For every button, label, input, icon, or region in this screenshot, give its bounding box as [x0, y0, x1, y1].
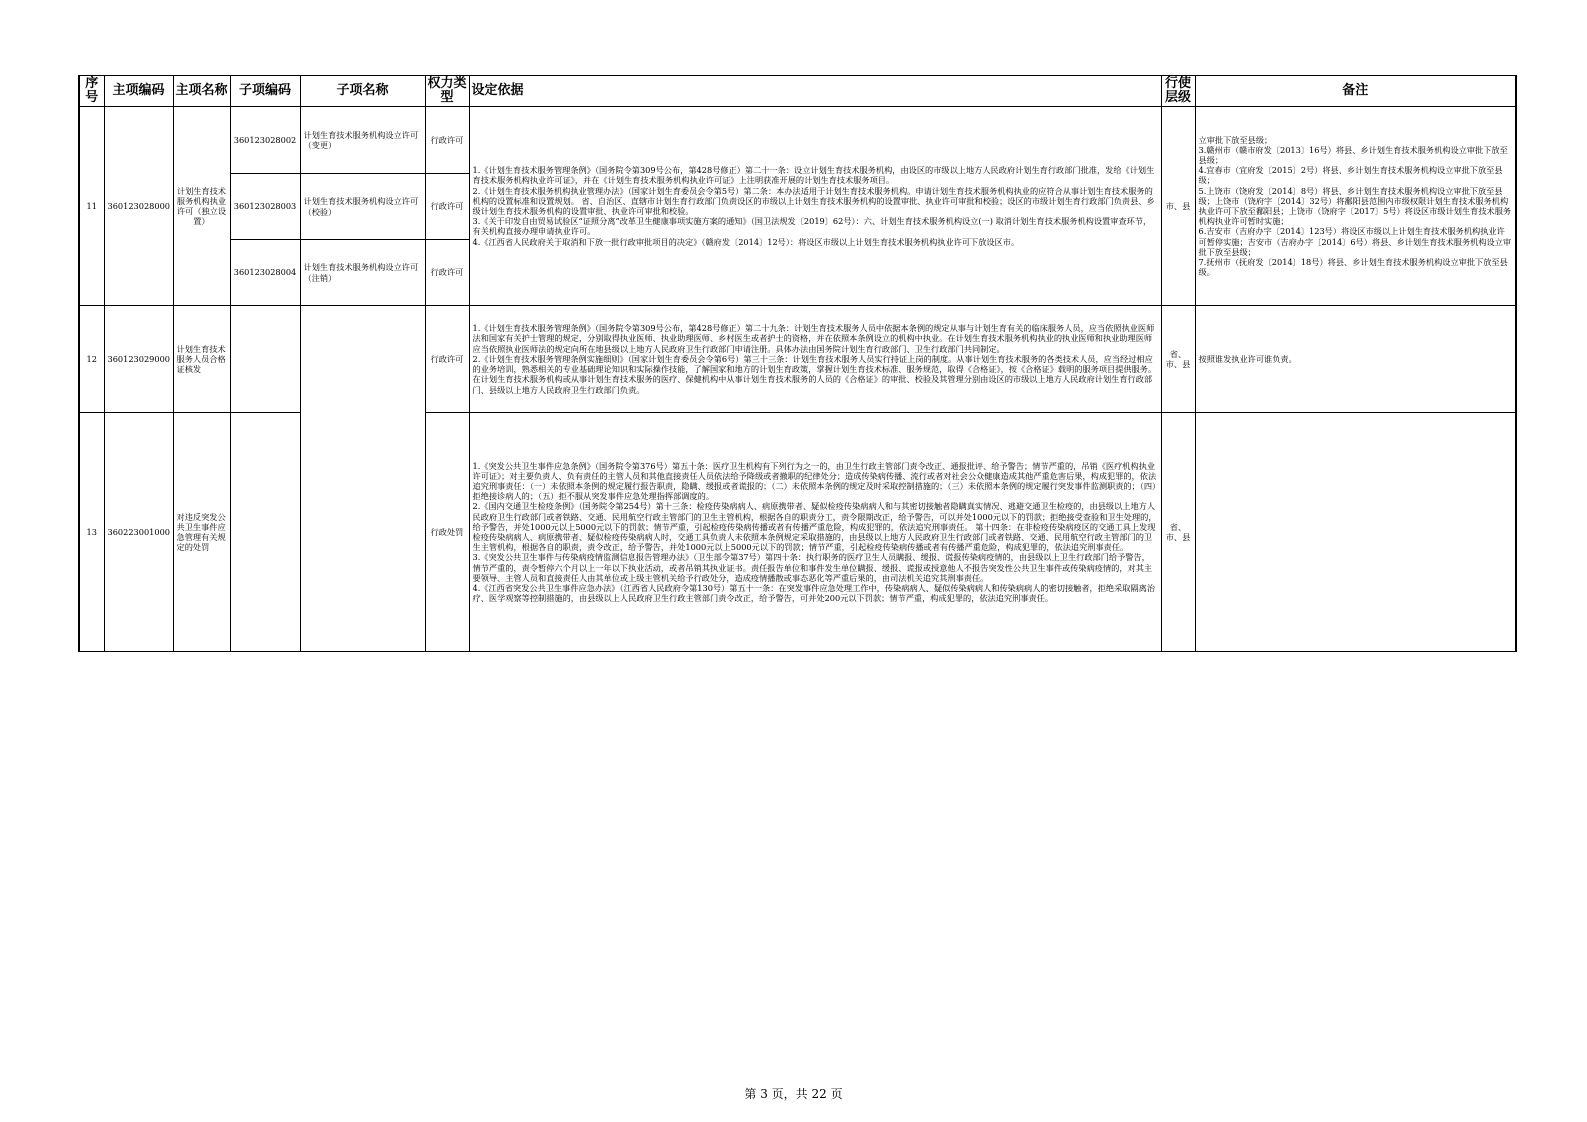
power-type-cell: 行政许可	[425, 306, 469, 413]
header-main-code: 主项编码	[104, 76, 173, 107]
header-seq: 序号	[79, 76, 104, 107]
main-name-cell: 计划生育技术服务机构执业许可（独立设置）	[173, 107, 230, 306]
main-code-cell: 360223001000	[104, 413, 173, 652]
sub-code-cell: 360123028004	[230, 240, 300, 306]
power-type-cell: 行政许可	[425, 240, 469, 306]
seq-cell: 13	[79, 413, 104, 652]
sub-name-cell: 计划生育技术服务机构设立许可（校验）	[300, 174, 425, 240]
basis-line: 4.《江西省人民政府关于取消和下放一批行政审批项目的决定》（赣府发〔2014〕12号）：将设区市级以上计划生育技术服务机构执业许可下放设区市。	[472, 236, 1020, 247]
main-name-cell: 计划生育技术服务人员合格证核发	[173, 306, 230, 413]
remark-cell	[1195, 107, 1516, 306]
remark-line: 5.上饶市（饶府发〔2014〕8号）将县、乡计划生育技术服务机构设立审批下放至县级；上饶市（饶府字〔2014〕32号）将鄱阳县范围内市级权限计划生育技术服务机构执业许可下放至鄱阳县；上饶市（饶府字〔2017〕5号）将设区市级计划生育技术服务机构执业许可暂时实施；	[1198, 185, 1512, 227]
table-row-13	[79, 413, 1516, 652]
table-row-11	[79, 107, 1516, 174]
page-number: 第 3 页，共 22 页	[744, 1087, 843, 1101]
sub-code-cell	[230, 413, 300, 652]
header-main-name: 主项名称	[173, 76, 230, 107]
basis-line: 3.《突发公共卫生事件与传染病疫情监测信息报告管理办法》（卫生部令第37号）第四十条：执行职务的医疗卫生人员瞒报、缓报、谎报传染病疫情的，由县级以上卫生行政部门给予警告，情节严重的，责令暂停六个月以上一年以下执业活动，或者吊销其执业证书。责任报告单位和事件发生单位瞒报、缓报、谎报或授意他人不报告突发性公共卫生事件或传染病疫情的，对其主要领导、主管人员和直接责任人由其单位或上级主管机关给予行政处分，造成疫情播散或事态恶化等严重后果的，由司法机关追究其刑事责任。	[472, 552, 1153, 583]
basis-line: 1.《计划生育技术服务管理条例》（国务院令第309号公布，第428号修正）第二十一条：设立计划生育技术服务机构，由设区的市级以上地方人民政府计划生育行政部门批准，发给《计划生育技术服务机构执业许可证》，并在《计划生育技术服务机构执业许可证》上注明获准开展的计划生育技术服务项目。	[472, 165, 1155, 186]
basis-line: 1.《突发公共卫生事件应急条例》（国务院令第376号）第五十条：医疗卫生机构有下列行为之一的，由卫生行政主管部门责令改正、通报批评、给予警告；情节严重的，吊销《医疗机构执业许可证》；对主要负责人、负有责任的主管人员和其他直接责任人员依法给予降级或者撤职的纪律处分；造成传染病传播、流行或者对社会公众健康造成其他严重危害后果，构成犯罪的，依法追究刑事责任：（一）未依照本条例的规定履行报告职责，隐瞒、缓报或者谎报的；（二）未依照本条例的规定及时采取控制措施的；（三）未依照本条例的规定履行突发事件监测职责的；（四）拒绝接诊病人的；（五）拒不服从突发事件应急处理指挥部调度的。	[472, 460, 1157, 502]
basis-line: 1.《计划生育技术服务管理条例》（国务院令第309号公布，第428号修正）第二十九条：计划生育技术服务人员中依据本条例的规定从事与计划生育有关的临床服务人员，应当依照执业医师法和国家有关护士管理的规定，分别取得执业医师、执业助理医师、乡村医生或者护士的资格，并在依照本条例设立的机构中执业。在计划生育技术服务机构执业的执业医师和执业助理医师应当依照执业医师法的规定向所在地县级以上地方人民政府卫生行政部门申请注册。具体办法由国务院计划生育行政部门、卫生行政部门共同制定。	[472, 323, 1155, 354]
basis-cell	[469, 306, 1161, 413]
basis-line: 2.《国内交通卫生检疫条例》（国务院令第254号）第十三条：检疫传染病病人、病原携带者、疑似检疫传染病病人和与其密切接触者隐瞒真实情况、逃避交通卫生检疫的，由县级以上地方人民政府卫生行政部门或者铁路、交通、民用航空行政主管部门的卫生主管机构，根据各自的职责分工，责令限期改正，给予警告，可以并处1000元以下的罚款；拒绝接受查验和卫生处理的，给予警告，并处1000元以上5000元以下的罚款；情节严重，引起检疫传染病传播或者有传播严重危险，构成犯罪的，依法追究刑事责任。 第十四条：在非检疫传染病疫区的交通工具上发现检疫传染病病人、病原携带者、疑似检疫传染病病人时，交通工具负责人未依照本条例规定采取措施的，由县级以上地方人民政府卫生行政部门或者铁路、交通、民用航空行政主管部门的卫生主管机构，根据各自的职责，责令改正，给予警告，并处1000元以上5000元以下的罚款；情节严重，引起检疫传染病传播或者有传播严重危险，构成犯罪的，依法追究刑事责任。	[472, 501, 1157, 553]
remark-line: 6.吉安市（吉府办字〔2014〕123号）将设区市级以上计划生育技术服务机构执业许可暂停实施；吉安市（吉府办字〔2014〕6号）将县、乡计划生育技术服务机构设立审批下放至县级；	[1198, 226, 1512, 257]
header-sub-name: 子项名称	[300, 76, 425, 107]
basis-cell	[469, 413, 1161, 652]
sub-code-cell: 360123028003	[230, 174, 300, 240]
sub-name-cell: 计划生育技术服务机构设立许可（注销）	[300, 240, 425, 306]
remark-line: 立审批下放至县级；	[1198, 134, 1273, 145]
remark-line: 7.抚州市（抚府发〔2014〕18号）将县、乡计划生育技术服务机构设立审批下放至县级。	[1198, 257, 1508, 278]
seq-cell: 11	[79, 107, 104, 306]
sub-code-cell	[230, 306, 300, 413]
header-basis: 设定依据	[469, 76, 1161, 107]
basis-line: 2.《计划生育技术服务管理条例实施细则》（国家计划生育委员会令第6号）第三十三条：计划生育技术服务人员实行持证上岗的制度。从事计划生育技术服务的各类技术人员，应当经过相应的业务培训，熟悉相关的专业基础理论知识和实际操作技能，了解国家和地方的计划生育政策，掌握计划生育技术标准、服务规范，取得《合格证》，按《合格证》载明的服务项目提供服务。在计划生育技术服务机构或从事计划生育技术服务的医疗、保健机构中从事计划生育技术服务的人员的《合格证》的审批、校验及其管理分别由设区的市级以上地方人民政府计划生育行政部门、县级以上地方人民政府卫生行政部门负责。	[472, 353, 1157, 395]
header-power-type: 权力类型	[425, 76, 469, 107]
main-code-cell: 360123029000	[104, 306, 173, 413]
main-code-cell: 360123028000	[104, 107, 173, 306]
remark-line: 4.宜春市（宜府发〔2015〕2号）将县、乡计划生育技术服务机构设立审批下放至县级；	[1198, 165, 1503, 186]
basis-line: 4.《江西省突发公共卫生事件应急办法》（江西省人民政府令第130号）第五十一条：在突发事件应急处理工作中，传染病病人、疑似传染病病人和传染病病人的密切接触者，拒绝采取隔离治疗、医学观察等控制措施的，由县级以上人民政府卫生行政主管部门责令改正，给予警告，可并处200元以下罚款；情节严重，构成犯罪的，依法追究刑事责任。	[472, 583, 1156, 604]
basis-cell	[469, 107, 1161, 306]
sub-code-cell: 360123028002	[230, 107, 300, 174]
table-row-12	[79, 306, 1516, 413]
level-cell: 市、县	[1161, 107, 1195, 306]
header-remark: 备注	[1195, 76, 1516, 107]
power-type-cell: 行政许可	[425, 174, 469, 240]
sub-name-cell	[300, 306, 425, 652]
level-cell: 省、市、县	[1161, 413, 1195, 652]
remark-cell: 按照谁发执业许可谁负责。	[1195, 306, 1516, 413]
level-cell: 省、市、县	[1161, 306, 1195, 413]
item-table	[78, 75, 1517, 652]
power-type-cell: 行政许可	[425, 107, 469, 174]
remark-line: 3.赣州市（赣市府发〔2013〕16号）将县、乡计划生育技术服务机构设立审批下放至县级；	[1198, 144, 1508, 165]
seq-cell: 12	[79, 306, 104, 413]
remark-cell	[1195, 413, 1516, 652]
basis-line: 2.《计划生育技术服务机构执业管理办法》（国家计划生育委员会令第5号）第二条：本办法适用于计划生育技术服务机构。申请计划生育技术服务机构执业的应符合从事计划生育技术服务的机构的设置标准和设置规划。 省、自治区、直辖市计划生育行政部门负责设区的市级以上计划生育技术服务机构的设置审批、执业许可审批和校验；设区的市级计划生育行政部门负责县、乡级计划生育技术服务机构的设置审批、执业许可审批和校验。	[472, 185, 1155, 216]
header-level: 行使层级	[1161, 76, 1195, 107]
power-type-cell: 行政处罚	[425, 413, 469, 652]
header-row	[79, 76, 1516, 107]
main-name-cell: 对违反突发公共卫生事件应急管理有关规定的处罚	[173, 413, 230, 652]
sub-name-cell: 计划生育技术服务机构设立许可（变更）	[300, 107, 425, 174]
header-sub-code: 子项编码	[230, 76, 300, 107]
basis-line: 3.《关于印发自由贸易试验区“证照分离”改革卫生健康事项实施方案的通知》（国卫法规发〔2019〕62号）：六、计划生育技术服务机构设立(一) 取消计划生育技术服务机构设置审查环节，有关机构直接办理申请执业许可。	[472, 216, 1152, 237]
